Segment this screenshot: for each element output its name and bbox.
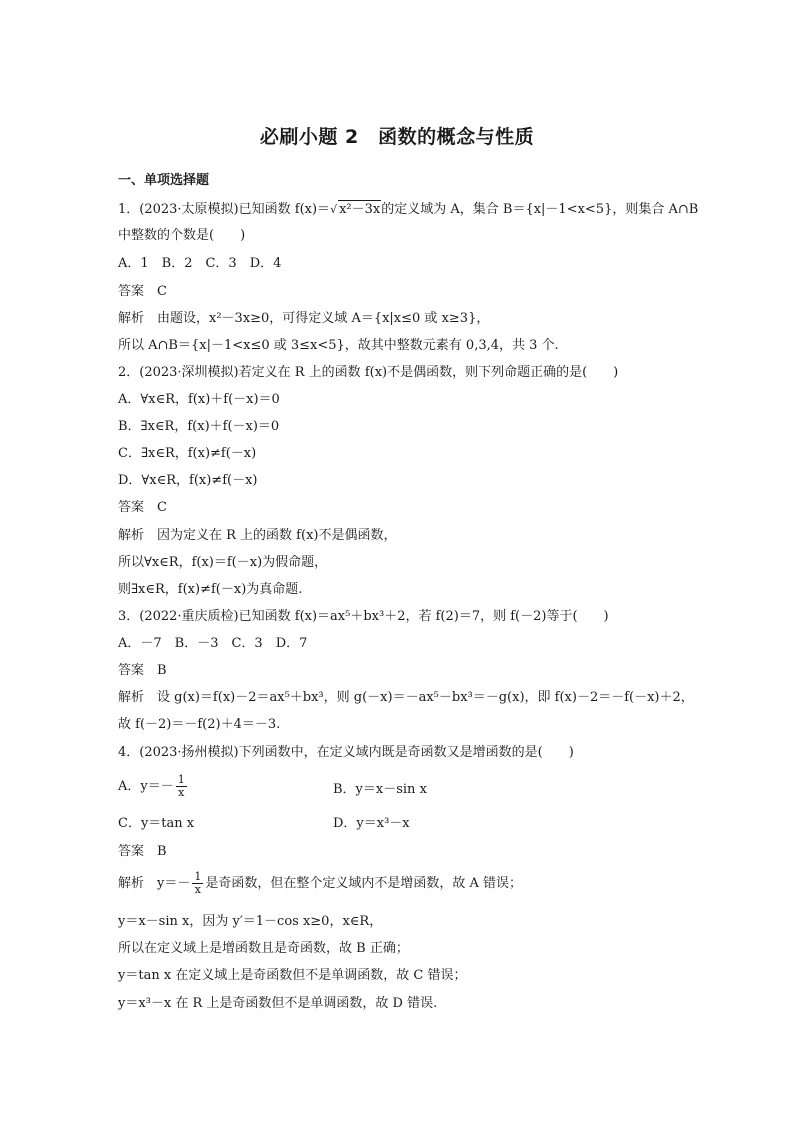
q4-option-a-fraction <box>176 774 187 799</box>
q3-answer: 答案 B <box>118 663 167 678</box>
q3-stem: 3．(2022·重庆质检)已知函数 f(x)＝ax⁵＋bx³＋2，若 f(2)＝7，则 f(－2)等于( ) <box>118 609 609 624</box>
q4-option-a <box>118 774 189 799</box>
q4-option-c: C．y＝tan x <box>118 816 195 831</box>
q4-option-a-pre: A．y＝－ <box>118 779 174 794</box>
q2-option-d: D．∀x∈R，f(x)≠f(－x) <box>118 473 258 488</box>
q3-analysis1: 解析 设 g(x)＝f(x)－2＝ax⁵＋bx³，则 g(－x)＝－ax⁵－bx³＝－g(x)，即 f(x)－2＝－f(－x)＋2， <box>118 690 694 705</box>
q4-stem: 4．(2023·扬州模拟)下列函数中，在定义域内既是奇函数又是增函数的是( ) <box>118 745 574 760</box>
q1-stem-line1: 1．(2023·太原模拟)已知函数 f(x)＝√ x²－3x的定义域为 A，集合 B＝{x|－1<x<5}，则集合 A∩B <box>118 202 699 217</box>
q1-options: A．1 B．2 C．3 D．4 <box>118 256 282 271</box>
fraction-denominator: x <box>194 883 201 896</box>
fraction-denominator: x <box>178 786 185 799</box>
q1-stem-b: 的定义域为 A，集合 B＝{x|－1<x<5}，则集合 A∩B <box>381 202 699 217</box>
fraction-numerator: 1 <box>194 870 202 883</box>
q4-analysis3: 所以在定义域上是增函数且是奇函数，故 B 正确； <box>118 941 409 956</box>
q2-answer: 答案 C <box>118 500 167 515</box>
q4-analysis1-post: 是奇函数，但在整个定义域内不是增函数，故 A 错误； <box>205 876 523 891</box>
q1-stem-a: 1．(2023·太原模拟)已知函数 f(x)＝ <box>118 202 331 217</box>
q4-analysis5: y＝x³－x 在 R 上是奇函数但不是单调函数，故 D 错误. <box>118 996 438 1011</box>
q2-option-c: C．∃x∈R，f(x)≠f(－x) <box>118 446 257 461</box>
q4-analysis2: y＝x－sin x，因为 y′＝1－cos x≥0，x∈R， <box>118 914 383 929</box>
q4-option-b: B．y＝x－sin x <box>333 782 427 797</box>
q2-analysis1: 解析 因为定义在 R 上的函数 f(x)不是偶函数， <box>118 528 397 543</box>
q4-answer: 答案 B <box>118 844 167 859</box>
q3-analysis2: 故 f(－2)＝－f(2)＋4＝－3. <box>118 717 281 732</box>
q2-option-a: A．∀x∈R，f(x)＋f(－x)＝0 <box>118 392 280 407</box>
q4-analysis1 <box>118 871 522 896</box>
q1-analysis2: 所以 A∩B＝{x|－1<x≤0 或 3≤x<5}，故其中整数元素有 0,3,4，共 3 个. <box>118 338 559 353</box>
q4-option-d: D．y＝x³－x <box>333 816 410 831</box>
q1-sqrt: x²－3x <box>339 202 381 217</box>
q1-stem-line2: 中整数的个数是( ) <box>118 228 246 243</box>
fraction-numerator: 1 <box>177 773 185 786</box>
q2-option-b: B．∃x∈R，f(x)＋f(－x)＝0 <box>118 419 280 434</box>
q4-analysis-fraction <box>192 871 203 896</box>
q2-analysis2: 所以∀x∈R，f(x)＝f(－x)为假命题， <box>118 555 328 570</box>
page-title: 必刷小题 2 函数的概念与性质 <box>259 126 535 148</box>
q3-options: A．－7 B．－3 C．3 D．7 <box>118 636 308 651</box>
q2-analysis3: 则∃x∈R，f(x)≠f(－x)为真命题. <box>118 582 303 597</box>
q1-answer: 答案 C <box>118 284 167 299</box>
q2-stem: 2．(2023·深圳模拟)若定义在 R 上的函数 f(x)不是偶函数，则下列命题正确的是( ) <box>118 365 619 380</box>
section-heading: 一、单项选择题 <box>118 173 210 188</box>
q4-analysis4: y＝tan x 在定义域上是奇函数但不是单调函数，故 C 错误； <box>118 968 467 983</box>
q4-analysis1-pre: 解析 y＝－ <box>118 876 191 891</box>
q1-analysis1: 解析 由题设，x²－3x≥0，可得定义域 A＝{x|x≤0 或 x≥3}， <box>118 311 490 326</box>
